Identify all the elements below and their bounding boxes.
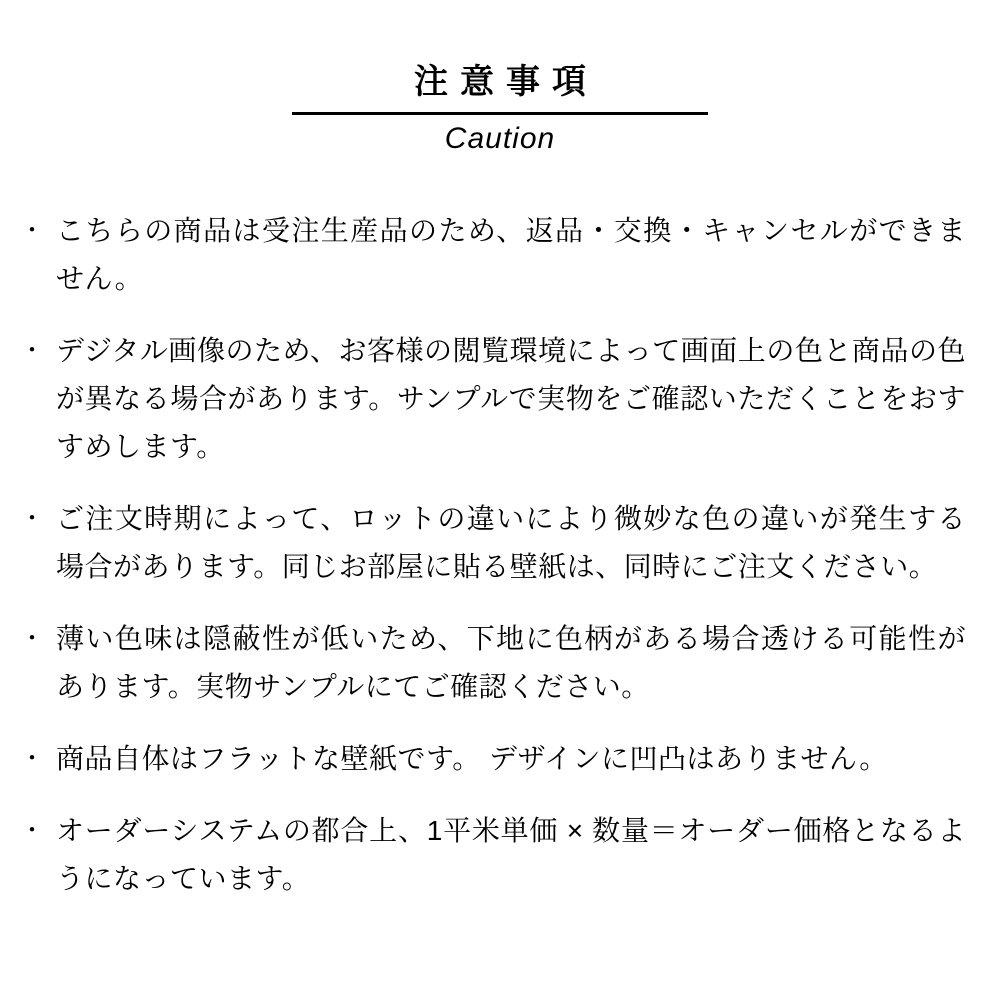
header	[0, 0, 1000, 155]
list-item	[20, 207, 966, 303]
list-item	[20, 495, 966, 591]
list-item	[20, 327, 966, 471]
list-item	[20, 735, 966, 783]
page-title: 注意事項	[414, 63, 598, 101]
bullet-icon: ・	[20, 817, 45, 845]
bullet-icon: ・	[20, 337, 45, 365]
list-item	[20, 807, 966, 903]
title-underline	[292, 112, 708, 115]
bullet-icon: ・	[20, 505, 45, 533]
list-item-text: デジタル画像のため、お客様の閲覧環境によって画面上の色と商品の色が異なる場合があります。サンプルで実物をご確認いただくことをおすすめします。	[56, 335, 966, 463]
list-item-text: ご注文時期によって、ロットの違いにより微妙な色の違いが発生する場合があります。同じお部屋に貼る壁紙は、同時にご注文ください。	[56, 503, 966, 583]
list-item-text: オーダーシステムの都合上、1平米単価 × 数量＝オーダー価格となるようになっています。	[56, 815, 966, 895]
bullet-icon: ・	[20, 625, 45, 653]
bullet-icon: ・	[20, 217, 45, 245]
list-item	[20, 615, 966, 711]
list-item-text: 商品自体はフラットな壁紙です。 デザインに凹凸はありません。	[56, 743, 888, 775]
caution-list	[0, 207, 1000, 903]
page-subtitle: Caution	[444, 122, 556, 156]
list-item-text: 薄い色味は隠蔽性が低いため、下地に色柄がある場合透ける可能性があります。実物サンプルにてご確認ください。	[56, 623, 966, 703]
bullet-icon: ・	[20, 745, 45, 773]
list-item-text: こちらの商品は受注生産品のため、返品・交換・キャンセルができません。	[56, 215, 966, 295]
